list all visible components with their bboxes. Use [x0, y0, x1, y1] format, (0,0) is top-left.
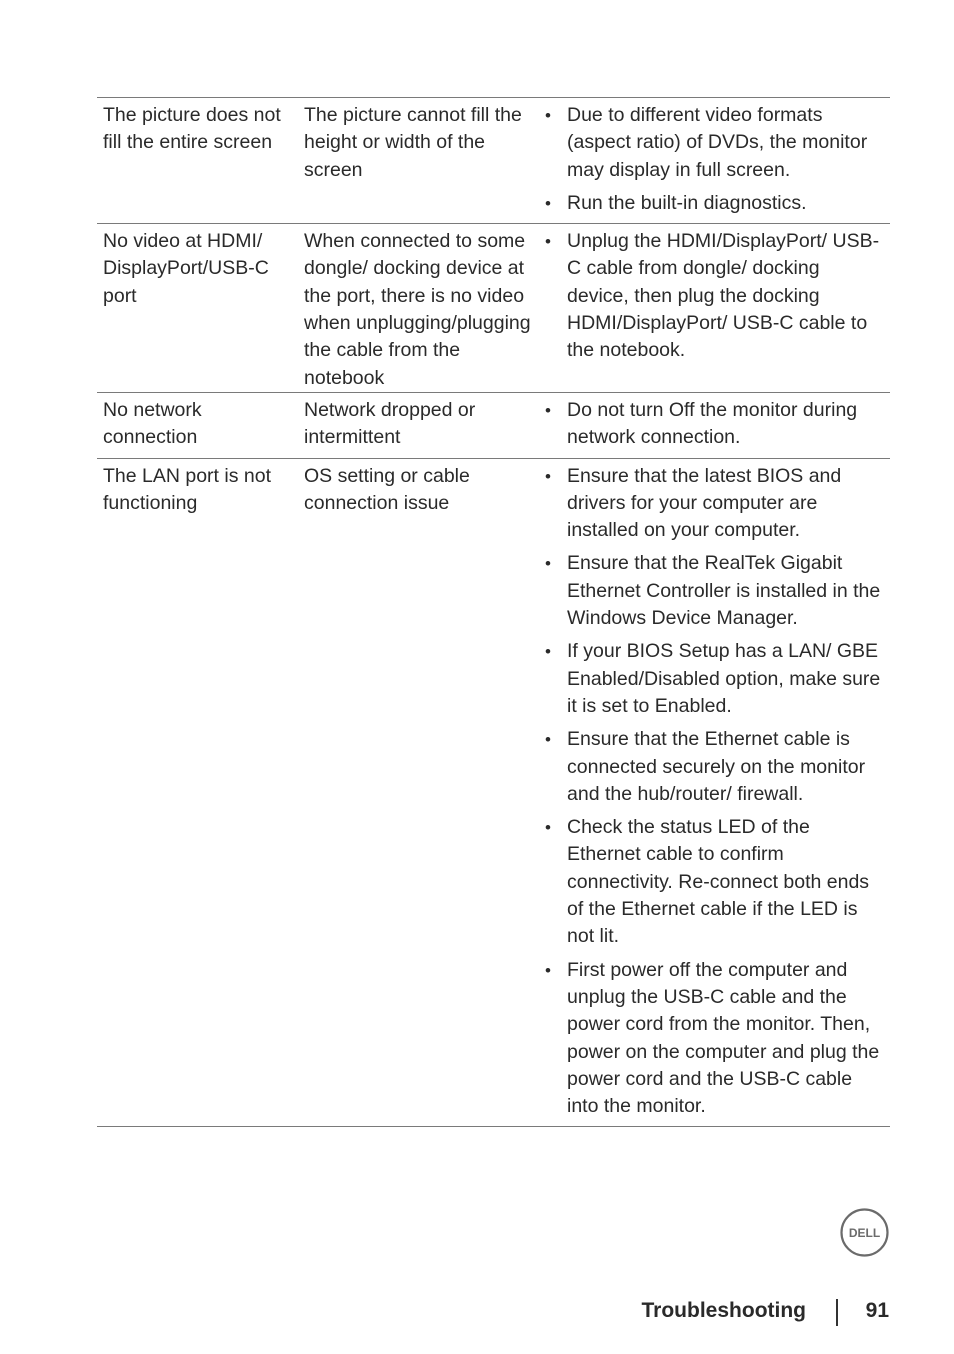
- footer-section-title: Troubleshooting: [641, 1299, 806, 1322]
- list-item: • Ensure that the latest BIOS and drivers for your computer are installed on your computer.: [545, 464, 842, 542]
- bullet-icon: •: [545, 106, 551, 125]
- bullet-icon: •: [545, 232, 551, 252]
- list-item: • Do not turn Off the monitor during network connection.: [545, 398, 858, 449]
- list-item: • Ensure that the RealTek Gigabit Ethernet Controller is installed in the Windows Device Manager.: [545, 552, 881, 630]
- bullet-icon: •: [545, 466, 551, 486]
- list-item: • Run the built-in diagnostics.: [538, 190, 886, 217]
- bullet-icon: •: [545, 642, 551, 662]
- symptom-cell: The picture cannot fill the height or width of the screen: [304, 104, 522, 181]
- problem-cell: The LAN port is not functioning: [103, 464, 271, 514]
- solution-cell: [538, 397, 890, 458]
- solution-list: [538, 397, 886, 452]
- bullet-icon: •: [545, 818, 551, 838]
- bullet-icon: •: [545, 400, 551, 420]
- symptom-cell: OS setting or cable connection issue: [304, 464, 470, 514]
- bullet-icon: •: [545, 193, 551, 213]
- bullet-icon: •: [545, 730, 551, 750]
- solution-cell: [538, 228, 890, 392]
- page-footer: [0, 1299, 889, 1329]
- solution-list: [538, 463, 886, 1121]
- solution-list: [538, 102, 886, 217]
- table-row: [97, 458, 890, 1128]
- troubleshooting-table: [97, 97, 890, 1127]
- problem-cell: The picture does not fill the entire screen: [103, 104, 281, 154]
- problem-cell: No video at HDMI/ DisplayPort/USB-C port: [103, 230, 269, 307]
- symptom-cell: When connected to some dongle/ docking device at the port, there is no video when unplugging/plugging the cable from the notebook: [304, 230, 531, 389]
- symptom-cell: Network dropped or intermittent: [304, 398, 476, 449]
- table-row: [97, 223, 890, 392]
- list-item: • Due to different video formats (aspect ratio) of DVDs, the monitor may display in full screen.: [545, 104, 868, 181]
- list-item: • Unplug the HDMI/DisplayPort/ USB-C cable from dongle/ docking device, then plug the docking HDMI/DisplayPort/ USB-C cable to the notebook.: [545, 230, 880, 362]
- problem-cell: No network connection: [103, 398, 202, 449]
- table-row: [97, 97, 890, 223]
- list-item: • First power off the computer and unplug the USB-C cable and the power cord from the monitor. Then, power on the computer and plug the power cord and the USB-C cable into the monitor.: [545, 958, 880, 1118]
- list-item: • If your BIOS Setup has a LAN/ GBE Enabled/Disabled option, make sure it is set to Enabled.: [545, 640, 881, 717]
- table-row: [97, 392, 890, 458]
- bullet-icon: •: [545, 554, 551, 574]
- list-item: • Check the status LED of the Ethernet cable to confirm connectivity. Re-connect both ends of the Ethernet cable if the LED is not lit.: [545, 816, 870, 948]
- solution-cell: [538, 463, 890, 1127]
- list-item: • Ensure that the Ethernet cable is connected securely on the monitor and the hub/router/ firewall.: [545, 728, 866, 805]
- page-number: 91: [865, 1299, 889, 1322]
- footer-divider: [836, 1299, 838, 1326]
- svg-text:DELL: DELL: [848, 1226, 881, 1240]
- bullet-icon: •: [545, 960, 551, 980]
- solution-list: [538, 228, 886, 364]
- dell-logo-icon: [840, 1208, 889, 1257]
- solution-cell: [538, 102, 890, 223]
